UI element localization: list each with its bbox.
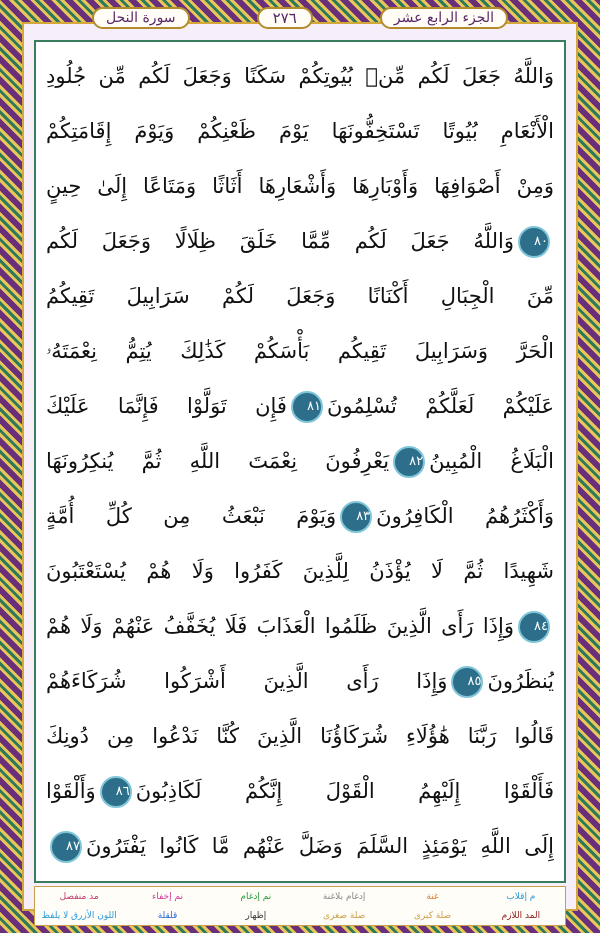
ayah-number-marker: ٨٤: [518, 611, 550, 643]
legend-item: إدغام بلاغنة: [322, 891, 366, 902]
ayah-number-marker: ٨٣: [340, 501, 372, 533]
tajweed-legend: [34, 886, 566, 926]
quran-line: [46, 215, 554, 267]
mushaf-page: [34, 40, 566, 883]
quran-line: [46, 325, 554, 377]
legend-item: اللون الأزرق لا يلفظ: [41, 910, 117, 921]
verse-text: مِّنَ الْجِبَالِ أَكْنَانًا وَجَعَلَ لَكُمْ سَرَابِيلَ تَقِيكُمُ: [46, 284, 554, 308]
verse-text: وَاللَّهُ جَعَلَ لَكُم مِّمَّا خَلَقَ ظِلَالًا وَجَعَلَ لَكُم: [46, 229, 514, 253]
verse-text: وَاللَّهُ جَعَلَ لَكُم مِّنۢ بُيُوتِكُمْ سَكَنًا وَجَعَلَ لَكُم مِّن جُلُودِ: [46, 64, 554, 88]
verse-text: فَأَلْقَوْا إِلَيْهِمُ الْقَوْلَ إِنَّكُمْ لَكَاذِبُونَ: [135, 779, 554, 803]
ayah-number-marker: ٨٢: [393, 446, 425, 478]
legend-item: غنة: [426, 891, 439, 902]
verse-text: وَإِذَا رَأَى الَّذِينَ أَشْرَكُوا شُرَكَاءَهُمْ: [46, 669, 448, 693]
verse-text: وَأَلْقَوْا: [46, 779, 96, 803]
legend-item: م إقلاب: [506, 891, 536, 902]
quran-line: [46, 765, 554, 817]
verse-text: الْحَرَّ وَسَرَابِيلَ تَقِيكُم بَأْسَكُمْ كَذَٰلِكَ يُتِمُّ نِعْمَتَهُۥ: [46, 339, 554, 363]
quran-line: [46, 710, 554, 762]
verse-text: وَأَكْثَرُهُمُ الْكَافِرُونَ: [376, 504, 554, 528]
verse-text: فَإِن تَوَلَّوْا فَإِنَّمَا عَلَيْكَ: [46, 394, 287, 418]
legend-item: المد اللازم: [501, 910, 541, 921]
juz-title: الجزء الرابع عشر: [380, 7, 508, 29]
verse-text: إِلَى اللَّهِ يَوْمَئِذٍ السَّلَمَ وَضَلَّ عَنْهُم مَّا كَانُوا يَفْتَرُونَ: [86, 834, 554, 858]
legend-item: إظهار: [245, 910, 267, 921]
verse-text: وَإِذَا رَأَى الَّذِينَ ظَلَمُوا الْعَذَابَ فَلَا يُخَفَّفُ عَنْهُمْ وَلَا هُمْ: [46, 614, 514, 638]
surah-title: سورة النحل: [92, 7, 190, 29]
quran-line: [46, 380, 554, 432]
quran-line: [46, 655, 554, 707]
verse-text: وَمِنْ أَصْوَافِهَا وَأَوْبَارِهَا وَأَشْعَارِهَا أَثَاثًا وَمَتَاعًا إِلَىٰ حِينٍ: [46, 174, 554, 198]
ayah-number-marker: ٨١: [291, 391, 323, 423]
quran-line: [46, 270, 554, 322]
ayah-number-marker: ٨٠: [518, 226, 550, 258]
ayah-number-marker: ٨٧: [50, 831, 82, 863]
verse-text: عَلَيْكُمْ لَعَلَّكُمْ تُسْلِمُونَ: [326, 394, 554, 418]
ayah-number-marker: ٨٦: [100, 776, 132, 808]
quran-line: [46, 600, 554, 652]
legend-item: مد منفصل: [59, 891, 99, 902]
quran-line: [46, 820, 554, 872]
quran-line: [46, 50, 554, 102]
verse-text: قَالُوا رَبَّنَا هَٰؤُلَاءِ شُرَكَاؤُنَا الَّذِينَ كُنَّا نَدْعُوا مِن دُونِكَ: [46, 724, 554, 748]
legend-item: نم إدغام: [240, 891, 272, 902]
legend-item: صلة كبرى: [413, 910, 452, 921]
verse-text: يَعْرِفُونَ نِعْمَتَ اللَّهِ ثُمَّ يُنكِرُونَهَا: [46, 449, 390, 473]
verse-text: الْبَلَاغُ الْمُبِينُ: [429, 449, 554, 473]
quran-line: [46, 160, 554, 212]
quran-line: [46, 435, 554, 487]
page-header: [22, 4, 578, 32]
page-number: ٢٧٦: [257, 7, 313, 29]
verse-text: وَيَوْمَ نَبْعَثُ مِن كُلِّ أُمَّةٍ: [46, 504, 337, 528]
legend-item: صلة صغرى: [323, 910, 366, 921]
verse-text: يُنظَرُونَ: [487, 669, 554, 693]
ayah-number-marker: ٨٥: [451, 666, 483, 698]
verse-text: الْأَنْعَامِ بُيُوتًا تَسْتَخِفُّونَهَا يَوْمَ ظَعْنِكُمْ وَيَوْمَ إِقَامَتِكُمْ: [46, 119, 554, 143]
legend-item: نم إخفاء: [152, 891, 183, 902]
quran-line: [46, 490, 554, 542]
legend-item: قلقلة: [157, 910, 178, 921]
quran-line: [46, 545, 554, 597]
verse-text: شَهِيدًا ثُمَّ لَا يُؤْذَنُ لِلَّذِينَ كَفَرُوا وَلَا هُمْ يُسْتَعْتَبُونَ: [46, 559, 554, 583]
quran-line: [46, 105, 554, 157]
